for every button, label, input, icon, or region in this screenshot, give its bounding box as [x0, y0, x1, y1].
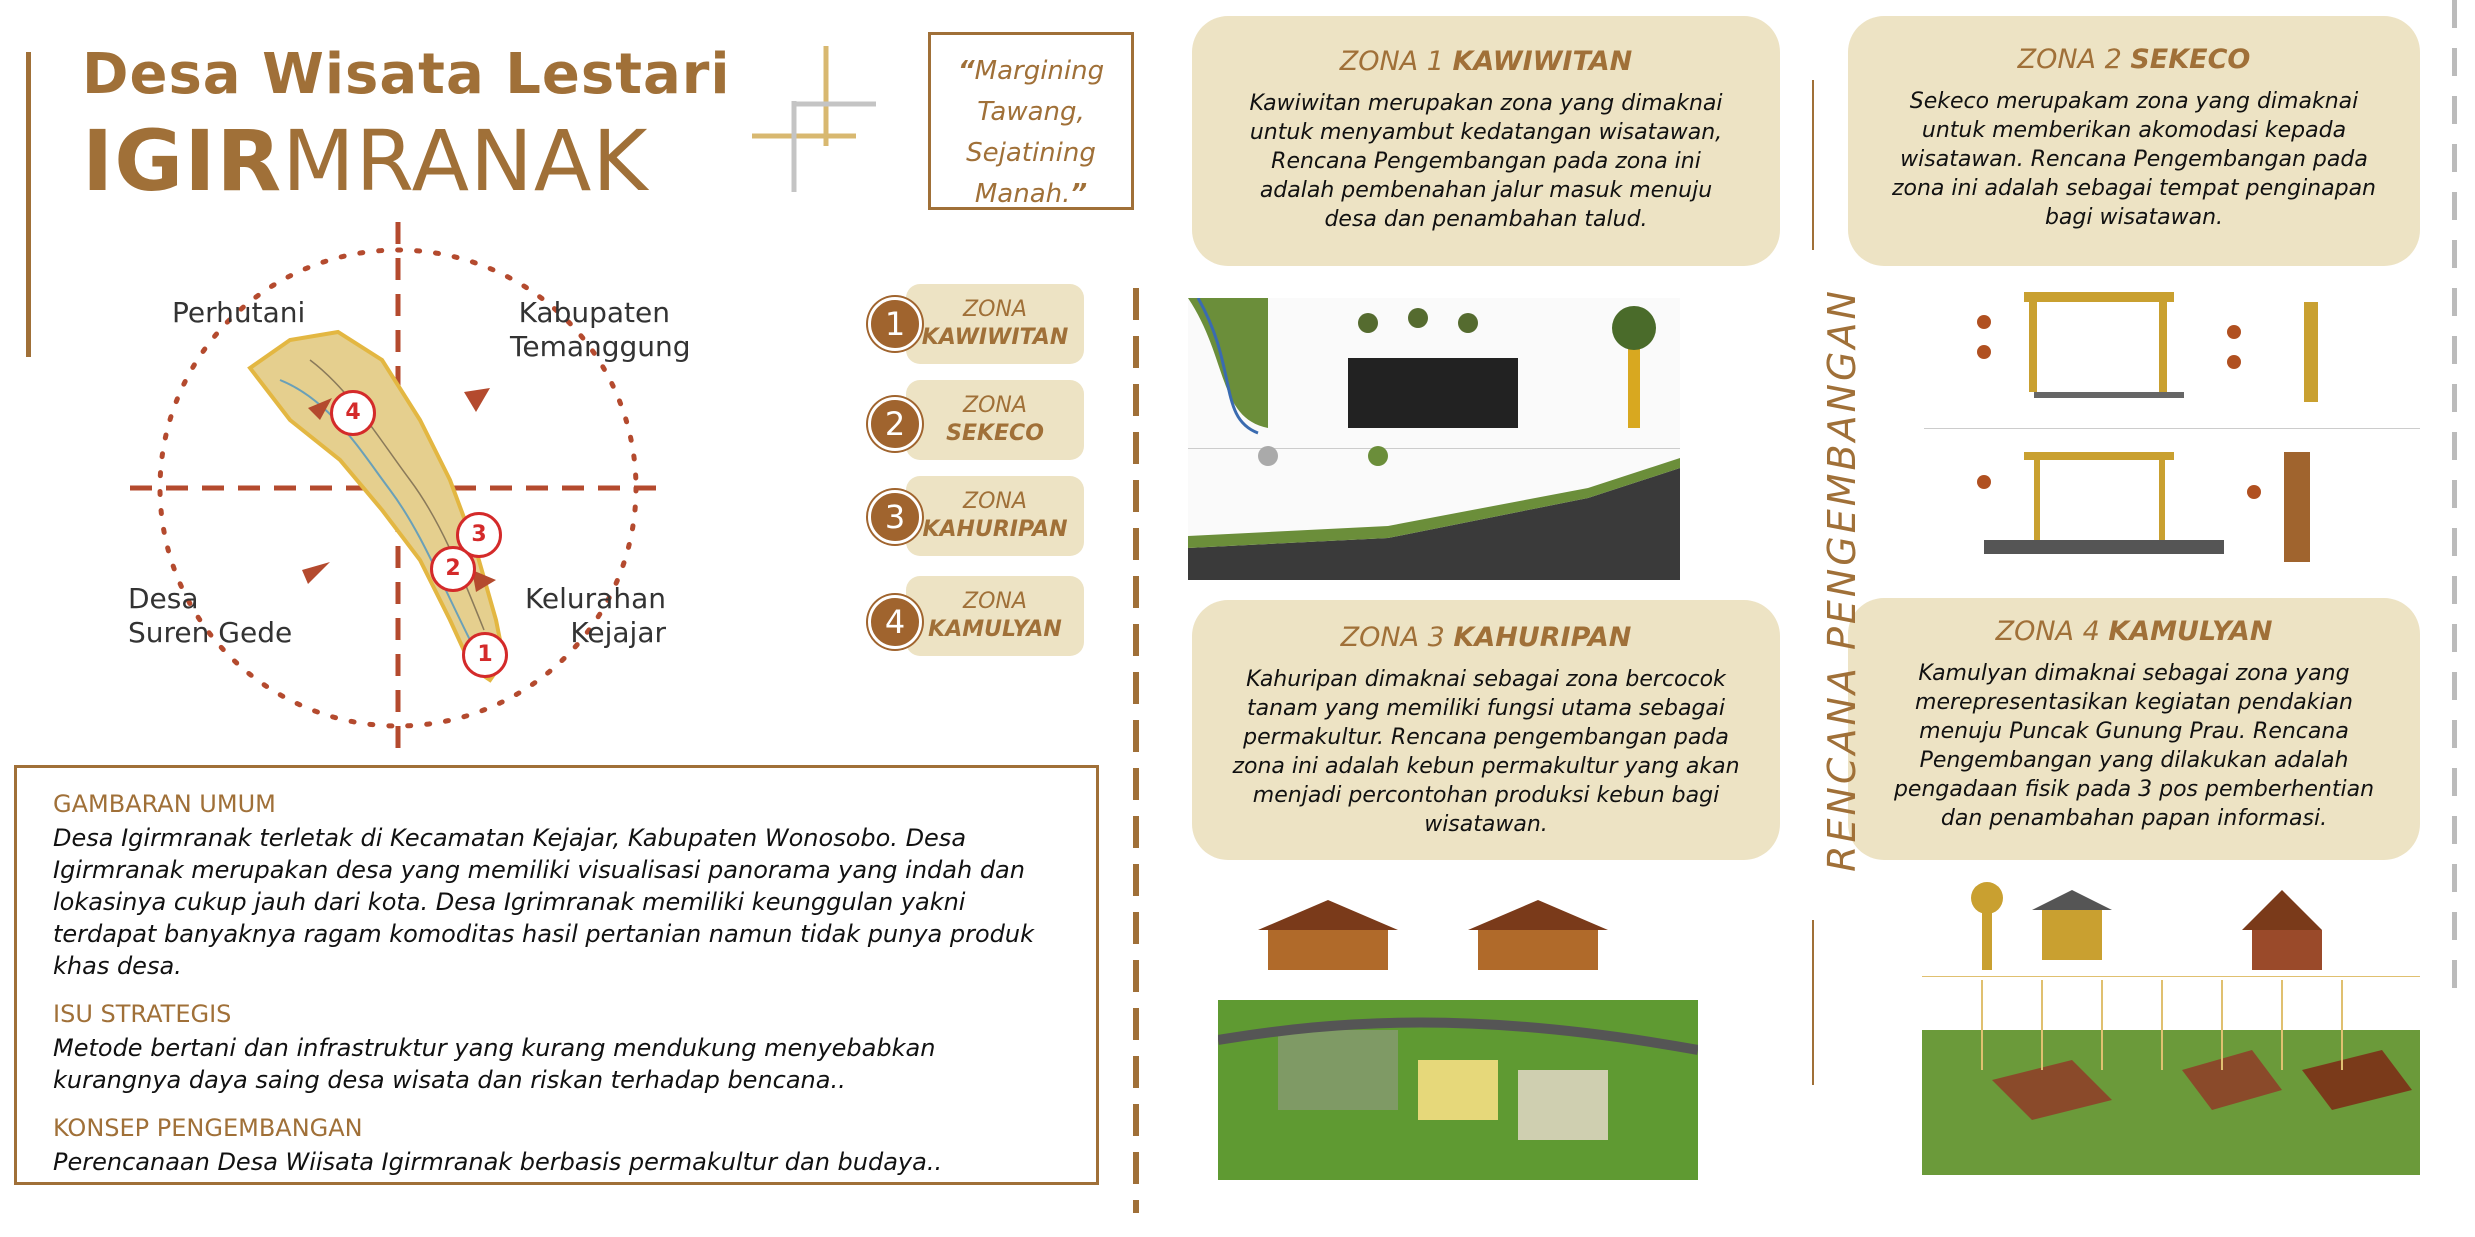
section-text-issues: Metode bertani dan infrastruktur yang kurang mendukung menyebabkan kurangnya daya saing desa wisata dan riskan terhadap bencana..	[53, 1034, 936, 1094]
section-text-concept: Perencanaan Desa Wiisata Igirmranak berbasis permakultur dan budaya..	[53, 1148, 943, 1176]
map-label-north-east: Kabupaten Temanggung	[510, 296, 691, 363]
zone-card-title: ZONA 1 KAWIWITAN	[1339, 46, 1633, 77]
zone-number-1: 1	[868, 297, 922, 351]
map-marker-4[interactable]: 4	[330, 390, 376, 436]
section-heading-overview: GAMBARAN UMUM	[53, 790, 276, 818]
map-label-south-east: Kelurahan Kejajar	[524, 582, 666, 649]
zone-card-text: Kawiwitan merupakan zona yang dimaknai untuk menyambut kedatangan wisatawan, Rencana Pengembangan pada zona ini adalah pembenahan jalur masuk menuju desa dan penambahan talud.	[1249, 91, 1723, 232]
zone-button-4[interactable]: ZONA KAMULYAN	[906, 576, 1084, 656]
zone-card-3	[1192, 600, 1780, 860]
zone-button-3[interactable]: ZONA KAHURIPAN	[906, 476, 1084, 556]
map-label-north-west: Perhutani	[172, 296, 306, 329]
divider-line	[1812, 920, 1814, 1085]
zone-card-title: ZONA 4 KAMULYAN	[1995, 616, 2273, 647]
vertical-section-title: RENCANA PENGEMBANGAN	[1820, 288, 1864, 872]
page-title: IGIRMRANAK	[82, 112, 649, 210]
section-text-overview: Desa Igirmranak terletak di Kecamatan Kejajar, Kabupaten Wonosobo. Desa Igirmranak merupakan desa yang memiliki visualisasi panorama yang indah dan lokasinya cukup jauh dari kota. Desa Igrimranak memiliki keunggulan yakni terdapat banyaknya ragam komoditas hasil pertanian namun tidak punya produk khas desa.	[53, 824, 1035, 980]
zone-card-title: ZONA 2 SEKECO	[2017, 44, 2251, 75]
zone-number-4: 4	[868, 595, 922, 649]
zone1-illustration	[1188, 298, 1680, 580]
divider-dashed	[1133, 288, 1139, 1213]
section-heading-concept: KONSEP PENGEMBANGAN	[53, 1114, 363, 1142]
motto-quote: “Margining Tawang, Sejatining Manah.”	[928, 32, 1134, 210]
zone-button-2[interactable]: ZONA SEKECO	[906, 380, 1084, 460]
right-edge-dashes	[2452, 0, 2457, 1000]
zone-card-title: ZONA 3 KAHURIPAN	[1340, 622, 1632, 653]
zone-number-3: 3	[868, 490, 922, 544]
zone-card-text: Kahuripan dimaknai sebagai zona bercocok tanam yang memiliki fungsi utama sebagai permakultur. Rencana pengembangan pada zona ini adalah kebun permakultur yang akan menjadi percontohan produksi kebun bagi wisatawan.	[1232, 667, 1740, 837]
zone-card-1	[1192, 16, 1780, 266]
map-marker-2[interactable]: 2	[430, 546, 476, 592]
zone-card-text: Kamulyan dimaknai sebagai zona yang merepresentasikan kegiatan pendakian menuju Puncak Gunung Prau. Rencana Pengembangan yang dilakukan adalah pengadaan fisik pada 3 pos pemberhentian dan penambahan papan informasi.	[1893, 661, 2375, 831]
zone-card-4	[1848, 598, 2420, 860]
divider-line	[1812, 80, 1814, 250]
page-subtitle: Desa Wisata Lestari	[82, 42, 731, 107]
map-label-south-west: Desa Suren Gede	[128, 582, 293, 649]
accent-bar	[26, 52, 31, 357]
zone2-illustration	[1924, 282, 2420, 582]
map-marker-3[interactable]: 3	[456, 512, 502, 558]
section-heading-issues: ISU STRATEGIS	[53, 1000, 232, 1028]
zone-card-text: Sekeco merupakam zona yang dimaknai untuk memberikan akomodasi kepada wisatawan. Rencana Pengembangan pada zona ini adalah sebagai tempat penginapan bagi wisatawan.	[1891, 89, 2377, 230]
zone4-illustration	[1922, 880, 2420, 1175]
decorative-cross-icon	[748, 46, 880, 194]
info-panel	[14, 765, 1099, 1185]
zone3-illustration	[1218, 890, 1698, 1180]
zone-button-1[interactable]: ZONA KAWIWITAN	[906, 284, 1084, 364]
zone-number-2: 2	[868, 397, 922, 451]
map-marker-1[interactable]: 1	[462, 632, 508, 678]
zone-card-2	[1848, 16, 2420, 266]
